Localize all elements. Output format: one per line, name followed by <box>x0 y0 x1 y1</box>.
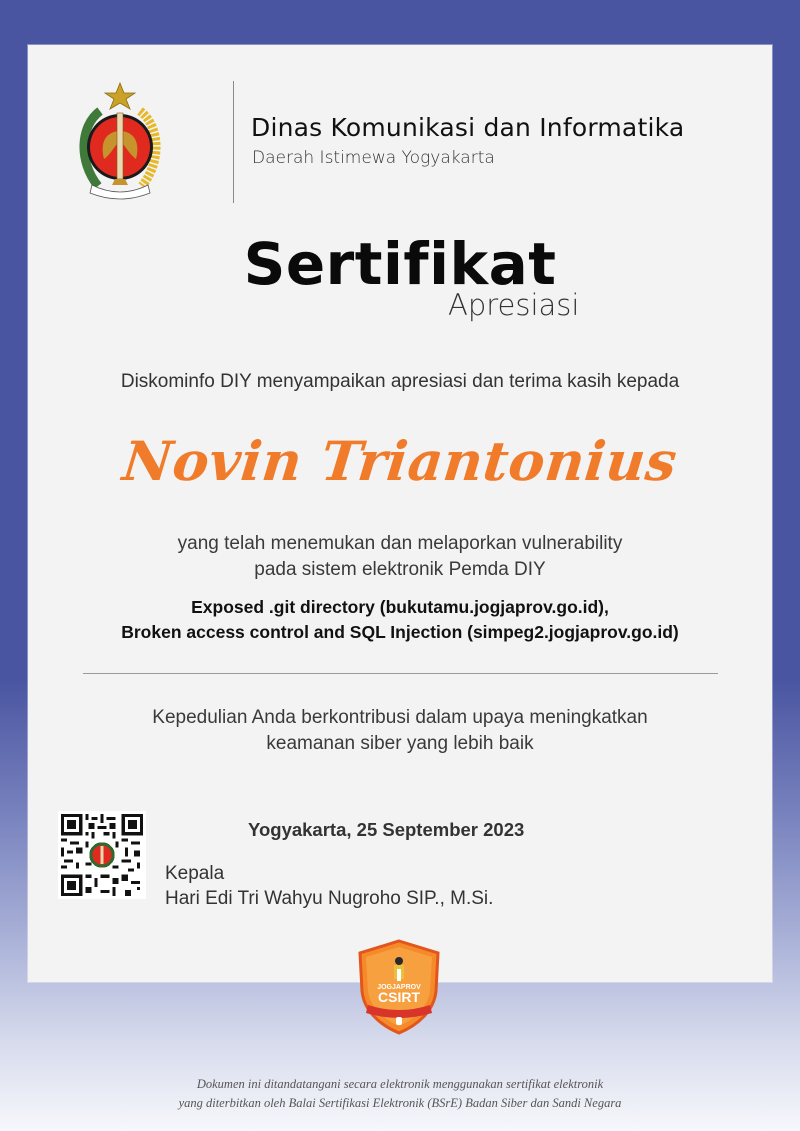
description-line: pada sistem elektronik Pemda DIY <box>254 559 546 580</box>
certificate-subtitle: Apresiasi <box>448 288 580 322</box>
footer-line: yang diterbitkan oleh Balai Sertifikasi Elektronik (BSrE) Badan Siber dan Sandi Negara <box>178 1096 622 1110</box>
closing-text <box>28 705 772 757</box>
description-line: yang telah menemukan dan melaporkan vulnerability <box>177 533 623 554</box>
place-date: Yogyakarta, 25 September 2023 <box>248 819 525 840</box>
certificate-title: Sertifikat <box>243 230 557 298</box>
signer-name: Hari Edi Tri Wahyu Nugroho SIP., M.Si. <box>165 888 494 909</box>
footer-note <box>0 1075 800 1113</box>
finding-line: Broken access control and SQL Injection (simpeg2.jogjaprov.go.id) <box>121 622 679 642</box>
description <box>28 531 772 583</box>
footer-line: Dokumen ini ditandatangani secara elektronik menggunakan sertifikat elektronik <box>196 1077 604 1091</box>
org-name: Dinas Komunikasi dan Informatika <box>251 113 685 142</box>
coat-of-arms-icon <box>70 81 170 203</box>
csirt-badge-icon <box>356 939 442 1035</box>
certificate-card <box>28 45 772 982</box>
signer-role: Kepala <box>165 863 225 884</box>
recipient-name: Novin Triantonius <box>119 429 681 493</box>
closing-line: Kepedulian Anda berkontribusi dalam upaya meningkatkan <box>152 707 648 728</box>
header-divider <box>233 81 234 203</box>
qr-code-icon <box>58 811 146 899</box>
section-divider <box>83 673 718 674</box>
findings <box>28 595 772 645</box>
finding-line: Exposed .git directory (bukutamu.jogjaprov.go.id), <box>191 597 609 617</box>
svg-text:JOGJAPROV: JOGJAPROV <box>377 984 421 991</box>
intro-text: Diskominfo DIY menyampaikan apresiasi dan terima kasih kepada <box>120 371 680 392</box>
svg-text:CSIRT: CSIRT <box>378 989 420 1005</box>
header <box>70 81 750 206</box>
org-subtitle: Daerah Istimewa Yogyakarta <box>252 148 495 168</box>
closing-line: keamanan siber yang lebih baik <box>266 733 534 754</box>
